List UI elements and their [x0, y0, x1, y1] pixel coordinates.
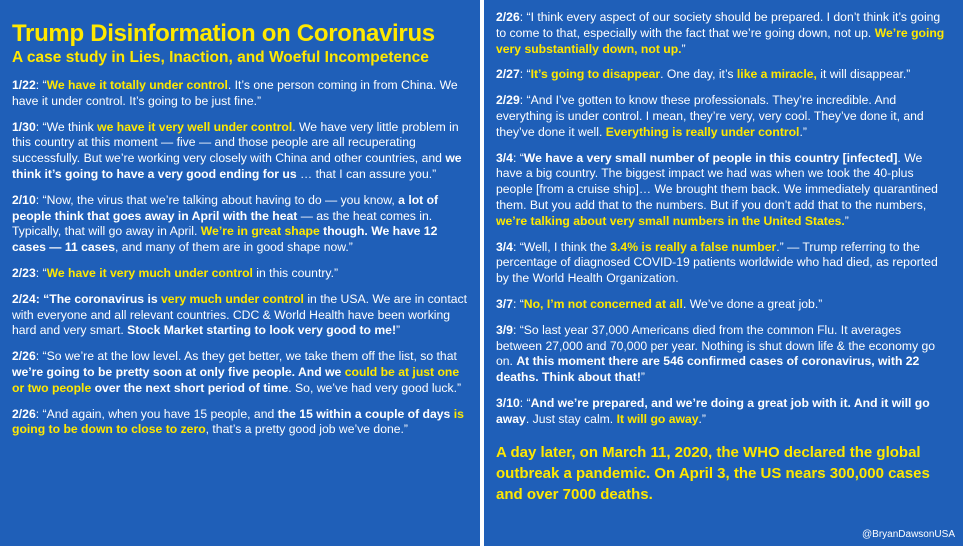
- right-column: [484, 0, 963, 546]
- quote-date: 2/23: [12, 265, 36, 280]
- quote-date: 3/7: [496, 296, 513, 311]
- quote-entry: [12, 120, 470, 183]
- quote-text: : “We think: [35, 119, 98, 134]
- quote-text: .”: [698, 411, 706, 426]
- quote-text: we’re going to be pretty soon at only five people. And we: [12, 364, 345, 379]
- quote-date: 2/26: [496, 10, 520, 24]
- quote-text: like a miracle,: [736, 67, 817, 82]
- quote-text: the 15 within a couple of days: [277, 406, 454, 421]
- quote-text: : “So we’re at the low level. As they get better, we take them off the list, so that: [35, 349, 457, 364]
- quote-text: We have it totally under control: [46, 78, 228, 92]
- quote-text: we’re talking about very small numbers in the United States.: [496, 213, 845, 228]
- quote-text: Stock Market starting to look very good to me!: [127, 323, 397, 338]
- quote-date: 2/24: [12, 291, 36, 306]
- quote-text: Everything is really under control: [605, 124, 800, 139]
- quote-entry: [496, 151, 949, 230]
- quote-date: 1/30: [12, 119, 36, 134]
- quote-date: 3/10: [496, 395, 520, 410]
- quote-text: over the next short period of time: [91, 380, 289, 395]
- quote-date: 2/27: [496, 67, 520, 82]
- quote-text: . So, we’ve had very good luck.”: [288, 380, 462, 395]
- quote-text: ”: [640, 370, 645, 385]
- quote-text: . We have a big country. The biggest impact we had was when we took the 40-plus people [from a cruise ship]… We brought them back. We immediately quarantined them. But you add that to the numbers. But if you don’t add that to the numbers,: [496, 150, 938, 212]
- quote-text: a lot of people think that goes away in April with the heat: [12, 192, 439, 223]
- quote-text: : “: [512, 296, 524, 311]
- quote-entry: [12, 78, 470, 110]
- quote-text: . Just stay calm.: [525, 411, 617, 426]
- quote-text: — as the heat comes in. Typically, that will go away in April.: [12, 208, 433, 239]
- quote-text: is going to be down to close to zero: [12, 406, 464, 437]
- quote-date: 2/26: [12, 406, 36, 421]
- quote-text: : “So last year 37,000 Americans died from the common Flu. It averages between 27,000 and 70,000 per year. Nothing is shut down life & the economy go on.: [496, 322, 936, 369]
- quote-entry: [12, 407, 470, 439]
- quote-entry: [12, 266, 470, 282]
- quote-text: .”: [799, 124, 807, 139]
- quote-text: . We have very little problem in this country at this moment — five — and those people are all recuperating successfully. But we’re working very closely with China and other countries, and: [12, 119, 459, 166]
- quote-date: 2/26: [12, 349, 36, 364]
- quote-text: 3.4% is really a false number: [610, 239, 777, 254]
- quote-text: We have a very small number of people in this country [infected]: [523, 150, 898, 165]
- quote-text: we have it very well under control: [97, 119, 293, 134]
- quote-text: ”: [681, 41, 686, 56]
- quote-text: : “And again, when you have 15 people, and: [35, 406, 278, 421]
- quote-text: It will go away: [616, 411, 699, 426]
- page-subtitle: A case study in Lies, Inaction, and Woeful Incompetence: [12, 49, 429, 66]
- quote-date: 2/10: [12, 192, 36, 207]
- quote-text: could be at just one or two people: [12, 364, 460, 395]
- quote-text: , and many of them are in good shape now.”: [115, 240, 353, 255]
- quote-text: very much under control: [161, 291, 304, 306]
- quote-entry: [496, 240, 949, 287]
- quote-entry: [496, 10, 949, 57]
- quote-date: 3/4: [496, 150, 513, 165]
- quote-text: ”: [396, 323, 401, 338]
- quote-text: It’s going to disappear: [530, 67, 661, 82]
- quote-text: : “: [519, 395, 531, 410]
- quote-text: : “Now, the virus that we’re talking about having to do — you know,: [35, 192, 399, 207]
- author-credit: @BryanDawsonUSA: [862, 529, 955, 540]
- quote-text: … that I can assure you.”: [296, 166, 437, 181]
- quote-text: At this moment there are 546 confirmed cases of coronavirus, with 22 deaths. Think about that!: [496, 354, 920, 385]
- quote-text: And we’re prepared, and we’re doing a great job with it. And it will go away: [496, 395, 930, 426]
- quote-text: . It’s one person coming in from China. We have it under control. It’s going to be just fine.”: [12, 78, 458, 108]
- quote-entry: [12, 193, 470, 256]
- quote-text: : “I think every aspect of our society should be prepared. I don’t think it’s going to come to that, especially with the fact that we’re going down, not up.: [496, 10, 941, 40]
- left-column: [0, 0, 480, 546]
- quote-text: though. We have 12 cases — 11 cases: [12, 224, 438, 255]
- quote-entry: [496, 67, 949, 83]
- quote-text: we think it’s going to have a very good ending for us: [12, 151, 462, 181]
- quote-text: .” — Trump referring to the percentage of diagnosed COVID-19 patients worldwide who had died, as reported by the World Health Organization.: [496, 239, 938, 286]
- quote-text: : “: [35, 265, 47, 280]
- quote-entry: [496, 396, 949, 428]
- quote-entry: [12, 349, 470, 396]
- quote-text: in this country.”: [252, 265, 339, 280]
- quote-text: : “: [512, 150, 524, 165]
- quote-date: 3/9: [496, 322, 513, 337]
- quote-entry: [496, 297, 949, 313]
- quote-date: 1/22: [12, 78, 36, 92]
- quote-text: : “Well, I think the: [512, 239, 611, 254]
- quote-entry: [496, 93, 949, 140]
- quote-text: : “: [35, 78, 47, 92]
- quote-entry: [496, 323, 949, 386]
- quote-text: : “And I’ve gotten to know these professionals. They’re incredible. And everything is under control. I mean, they’re very, very cool. They’ve done it, and they’ve done it well.: [496, 93, 924, 139]
- quote-text: it will disappear.”: [816, 67, 911, 82]
- quote-text: , that’s a pretty good job we’ve done.”: [205, 422, 408, 437]
- quote-entry: [12, 292, 470, 339]
- quote-text: No, I’m not concerned at all: [523, 296, 683, 311]
- quote-text: We’re going very substantially down, not up.: [496, 25, 945, 56]
- quote-text: . We’ve done a great job.”: [682, 296, 823, 311]
- quote-text: We’re in great shape: [200, 224, 320, 239]
- quote-text: : “The coronavirus is: [35, 291, 162, 306]
- quote-text: ”: [844, 213, 849, 228]
- quote-text: We have it very much under control: [46, 265, 253, 280]
- quote-text: . One day, it’s: [660, 67, 737, 82]
- left-quote-list: [12, 78, 470, 438]
- quote-text: in the USA. We are in contact with everyone and all relevant countries. CDC & World Health have been working hard and very smart.: [12, 291, 467, 338]
- page-title: Trump Disinformation on Coronavirus: [12, 20, 435, 47]
- quote-date: 3/4: [496, 239, 513, 254]
- quote-date: 2/29: [496, 93, 520, 108]
- conclusion-text: A day later, on March 11, 2020, the WHO declared the global outbreak a pandemic. On April 3, the US nears 300,000 cases and over 7000 deaths.: [496, 443, 930, 503]
- right-quote-list: [496, 10, 949, 428]
- quote-text: : “: [519, 67, 531, 82]
